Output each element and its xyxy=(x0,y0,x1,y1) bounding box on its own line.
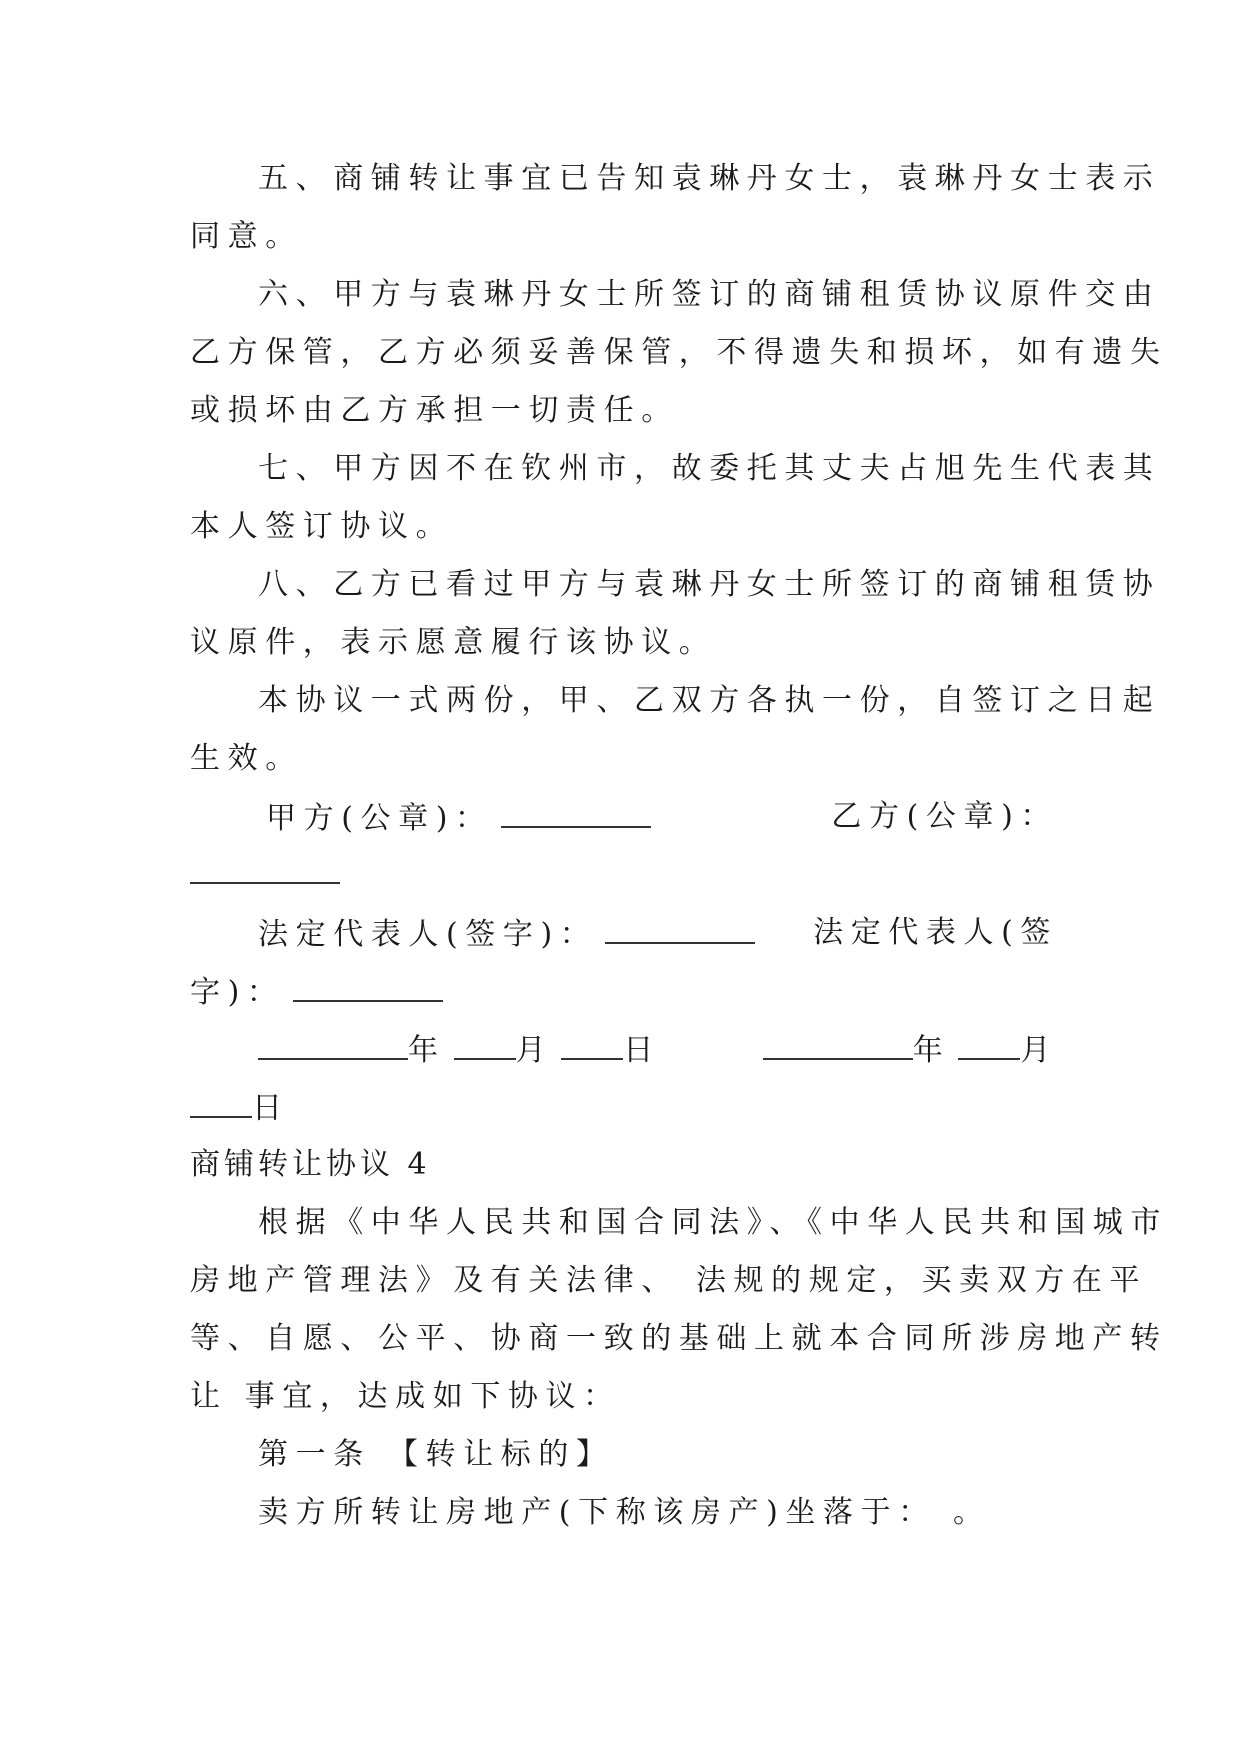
paragraph-5-line-2: 同意。 xyxy=(190,219,303,254)
party-b-seal-blank-row xyxy=(190,846,1058,904)
legal-rep-a-blank xyxy=(605,904,755,944)
party-a-seal-blank xyxy=(501,788,651,828)
section-4-intro-line-4: 让 事宜，达成如下协议： xyxy=(190,1379,621,1414)
legal-rep-row xyxy=(190,904,1058,962)
date-b-year-blank xyxy=(763,1020,913,1060)
date-row xyxy=(190,1020,1058,1078)
date-b-day-blank xyxy=(190,1078,252,1118)
paragraph-7-line-1: 七、甲方因不在钦州市，故委托其丈夫占旭先生代表其 xyxy=(258,451,1161,486)
paragraph-9-line-2: 生效。 xyxy=(190,741,303,776)
party-a-seal-label: 甲方(公章)： xyxy=(266,801,493,836)
article-1-title: 第一条 【转让标的】 xyxy=(258,1437,614,1472)
date-b-month-blank xyxy=(958,1020,1020,1060)
paragraph-5-line-1: 五、商铺转让事宜已告知袁琳丹女士，袁琳丹女士表示 xyxy=(258,161,1161,196)
document-page xyxy=(190,150,1168,1542)
date-b-day-label: 日 xyxy=(252,1091,290,1126)
article-1-line-1: 卖方所转让房地产(下称该房产)坐落于： 。 xyxy=(258,1495,991,1530)
date-a-year-blank xyxy=(258,1020,408,1060)
date-b-month-label: 月 xyxy=(1020,1033,1058,1068)
party-a-seal xyxy=(266,788,651,848)
legal-rep-a xyxy=(258,904,755,964)
party-b-seal-label: 乙方(公章)： xyxy=(831,799,1058,834)
legal-rep-b-row xyxy=(190,962,1058,1020)
section-4-title: 商铺转让协议 4 xyxy=(190,1147,431,1182)
date-a-month-label: 月 xyxy=(515,1033,554,1068)
legal-rep-b-blank xyxy=(293,962,443,1002)
paragraph-6-line-2: 乙方保管，乙方必须妥善保管，不得遗失和损坏，如有遗失 xyxy=(190,335,1168,370)
date-a-day-label: 日 xyxy=(623,1033,661,1068)
paragraph-8-line-1: 八、乙方已看过甲方与袁琳丹女士所签订的商铺租赁协 xyxy=(258,567,1161,602)
paragraph-6-line-1: 六、甲方与袁琳丹女士所签订的商铺租赁协议原件交由 xyxy=(258,277,1161,312)
legal-rep-b-label-part2: 字)： xyxy=(190,975,285,1010)
paragraph-7-line-2: 本人签订协议。 xyxy=(190,509,454,544)
section-4-intro-line-1: 根据《中华人民共和国合同法》、《中华人民共和国城市 xyxy=(258,1205,1168,1240)
date-a xyxy=(258,1020,661,1080)
seal-row xyxy=(190,788,1058,846)
paragraph-6-line-3: 或损坏由乙方承担一切责任。 xyxy=(190,393,679,428)
legal-rep-a-label: 法定代表人(签字)： xyxy=(258,917,598,952)
paragraph-9-line-1: 本协议一式两份，甲、乙双方各执一份，自签订之日起 xyxy=(258,683,1161,718)
legal-rep-b-label-part1: 法定代表人(签 xyxy=(813,915,1058,950)
paragraph-8-line-2: 议原件，表示愿意履行该协议。 xyxy=(190,625,717,660)
date-b-day-row xyxy=(190,1078,1058,1136)
section-4-intro-line-3: 等、自愿、公平、协商一致的基础上就本合同所涉房地产转 xyxy=(190,1321,1168,1356)
date-b xyxy=(763,1020,1058,1080)
party-b-seal-blank xyxy=(190,848,340,884)
date-b-year-label: 年 xyxy=(912,1033,951,1068)
date-a-day-blank xyxy=(561,1020,623,1060)
section-4-intro-line-2: 房地产管理法》及有关法律、 法规的规定，买卖双方在平 xyxy=(190,1263,1148,1298)
date-a-year-label: 年 xyxy=(408,1033,446,1068)
date-a-month-blank xyxy=(454,1020,516,1060)
